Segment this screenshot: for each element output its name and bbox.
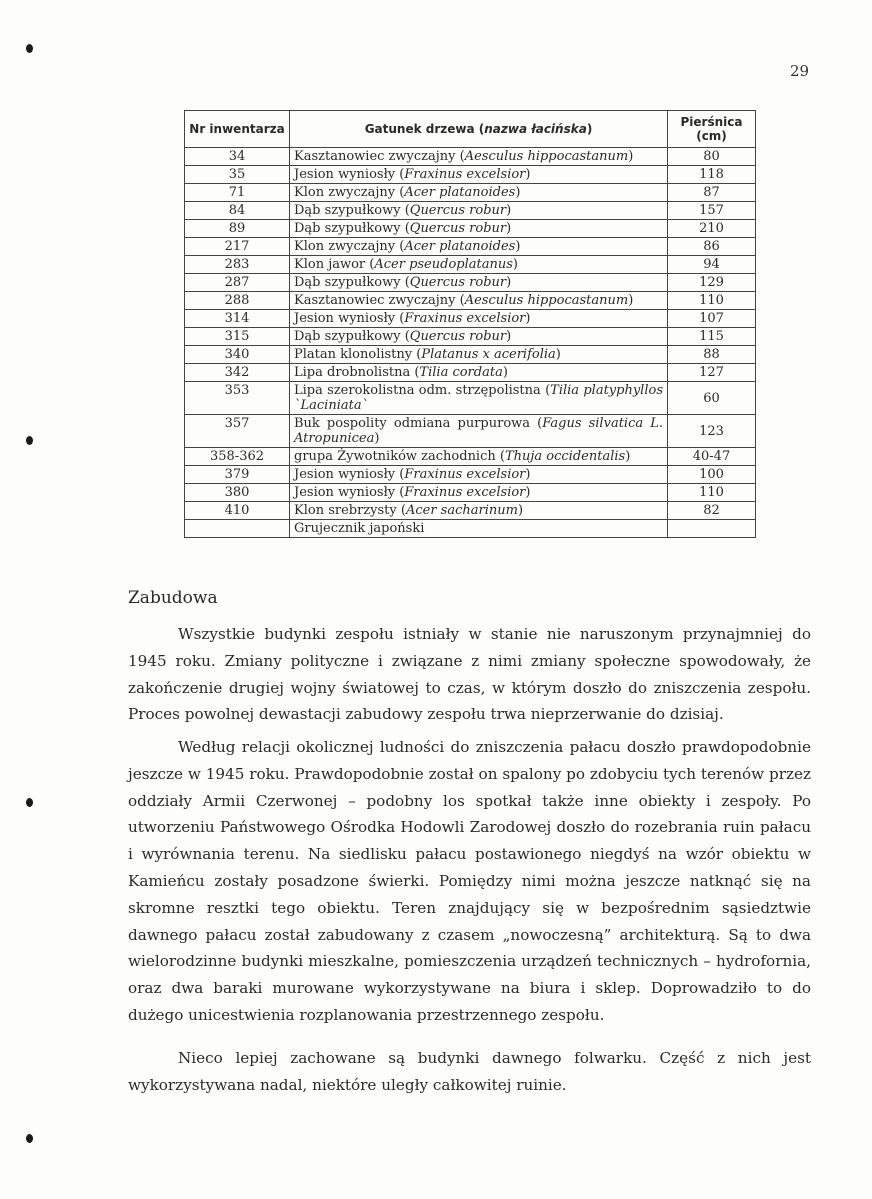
species-latin: Quercus robur xyxy=(409,203,507,218)
cell-dbh: 110 xyxy=(668,484,756,502)
table-row xyxy=(185,484,756,502)
section-title: Zabudowa xyxy=(128,588,218,608)
cell-nr: 353 xyxy=(185,382,290,415)
cell-dbh: 210 xyxy=(668,220,756,238)
cell-dbh xyxy=(668,520,756,538)
cell-dbh: 86 xyxy=(668,238,756,256)
species-name: Kasztanowiec zwyczajny ( xyxy=(294,149,465,164)
cell-dbh: 110 xyxy=(668,292,756,310)
table-row xyxy=(185,238,756,256)
cell-species xyxy=(290,292,668,310)
species-tail: ) xyxy=(525,167,531,182)
species-latin: Fraxinus excelsior xyxy=(404,167,526,182)
table-row xyxy=(185,415,756,448)
table-row xyxy=(185,502,756,520)
species-latin: Thuja occidentalis xyxy=(504,449,626,464)
species-name: Dąb szypułkowy ( xyxy=(294,221,410,236)
species-name: Dąb szypułkowy ( xyxy=(294,329,410,344)
cell-nr: 89 xyxy=(185,220,290,238)
cell-species xyxy=(290,310,668,328)
header-dbh: Pierśnica (cm) xyxy=(668,111,756,148)
cell-species xyxy=(290,184,668,202)
tree-inventory-table xyxy=(184,110,756,538)
cell-species xyxy=(290,415,668,448)
table-row xyxy=(185,148,756,166)
species-name: Dąb szypułkowy ( xyxy=(294,275,410,290)
cell-dbh: 118 xyxy=(668,166,756,184)
species-latin: Tilia platyphyllos `Laciniata` xyxy=(294,383,663,413)
table-row xyxy=(185,220,756,238)
table-row xyxy=(185,256,756,274)
cell-dbh: 94 xyxy=(668,256,756,274)
species-latin: Acer sacharinum xyxy=(405,503,518,518)
cell-nr: 288 xyxy=(185,292,290,310)
cell-nr: 315 xyxy=(185,328,290,346)
species-latin: Quercus robur xyxy=(409,329,507,344)
cell-nr: 287 xyxy=(185,274,290,292)
cell-dbh: 100 xyxy=(668,466,756,484)
cell-species xyxy=(290,256,668,274)
cell-nr: 314 xyxy=(185,310,290,328)
cell-species xyxy=(290,166,668,184)
cell-nr: 217 xyxy=(185,238,290,256)
cell-species xyxy=(290,502,668,520)
species-latin: Aesculus hippocastanum xyxy=(464,149,629,164)
species-name: Jesion wyniosły ( xyxy=(294,485,405,500)
table-row xyxy=(185,184,756,202)
cell-dbh: 82 xyxy=(668,502,756,520)
cell-species xyxy=(290,220,668,238)
header-species-latin: nazwa łacińska xyxy=(484,122,587,136)
species-latin: Quercus robur xyxy=(409,275,507,290)
species-tail: ) xyxy=(512,257,518,272)
cell-species xyxy=(290,274,668,292)
binder-hole-upper xyxy=(26,436,33,445)
cell-nr: 84 xyxy=(185,202,290,220)
table-row xyxy=(185,292,756,310)
table-row xyxy=(185,202,756,220)
species-name: Buk pospolity odmiana purpurowa ( xyxy=(294,416,543,431)
cell-species xyxy=(290,238,668,256)
species-tail: ) xyxy=(628,293,634,308)
table-row xyxy=(185,166,756,184)
species-latin: Acer platanoides xyxy=(404,239,516,254)
species-tail: ) xyxy=(625,449,631,464)
species-name: Kasztanowiec zwyczajny ( xyxy=(294,293,465,308)
species-name: grupa Żywotników zachodnich ( xyxy=(294,449,505,464)
page-number: 29 xyxy=(790,62,810,80)
cell-dbh: 80 xyxy=(668,148,756,166)
species-latin: Acer platanoides xyxy=(404,185,516,200)
species-tail: ) xyxy=(628,149,634,164)
cell-species xyxy=(290,328,668,346)
table-row xyxy=(185,310,756,328)
table-row xyxy=(185,364,756,382)
species-tail: ) xyxy=(525,311,531,326)
species-tail: ) xyxy=(515,185,521,200)
cell-nr: 379 xyxy=(185,466,290,484)
cell-dbh: 88 xyxy=(668,346,756,364)
species-latin: Fraxinus excelsior xyxy=(404,467,526,482)
cell-dbh: 129 xyxy=(668,274,756,292)
paragraph-1: Wszystkie budynki zespołu istniały w stanie nie naruszonym przynajmniej do 1945 roku. Zmiany polityczne i związane z nimi zmiany społeczne spowodowały, że zakończenie drugiej wojny światowej to czas, w którym doszło do zniszczenia zespołu. Proces powolnej dewastacji zabudowy zespołu trwa nieprzerwanie do dzisiaj. xyxy=(128,625,811,724)
species-tail: ) xyxy=(515,239,521,254)
species-latin: Platanus x acerifolia xyxy=(421,347,556,362)
species-tail: ) xyxy=(517,503,524,518)
species-name: Klon jawor ( xyxy=(294,257,375,272)
binder-hole-top xyxy=(26,44,33,53)
cell-nr: 380 xyxy=(185,484,290,502)
cell-nr: 357 xyxy=(185,415,290,448)
cell-nr: 358-362 xyxy=(185,448,290,466)
table-row xyxy=(185,328,756,346)
species-tail: ) xyxy=(506,275,512,290)
table-row xyxy=(185,274,756,292)
cell-species xyxy=(290,346,668,364)
table-row xyxy=(185,448,756,466)
cell-species xyxy=(290,382,668,415)
species-tail: ) xyxy=(374,431,380,446)
binder-hole-lower xyxy=(26,798,33,807)
species-tail: ) xyxy=(525,467,531,482)
species-tail: ) xyxy=(502,365,508,380)
cell-species xyxy=(290,520,668,538)
species-name: Klon zwyczajny ( xyxy=(294,239,405,254)
table-row xyxy=(185,466,756,484)
header-species-prefix: Gatunek drzewa ( xyxy=(364,122,485,136)
species-tail: ) xyxy=(506,221,512,236)
table-row xyxy=(185,382,756,415)
cell-nr: 410 xyxy=(185,502,290,520)
cell-dbh: 107 xyxy=(668,310,756,328)
cell-nr: 34 xyxy=(185,148,290,166)
cell-dbh: 157 xyxy=(668,202,756,220)
cell-nr: 71 xyxy=(185,184,290,202)
table-header-row xyxy=(185,111,756,148)
species-name: Lipa szerokolistna odm. strzępolistna ( xyxy=(294,383,551,398)
cell-species xyxy=(290,448,668,466)
species-tail: ) xyxy=(525,485,531,500)
cell-dbh: 40-47 xyxy=(668,448,756,466)
species-latin: Fraxinus excelsior xyxy=(404,485,526,500)
species-tail: ) xyxy=(506,329,512,344)
species-latin: Fagus silvatica L. Atropunicea xyxy=(294,416,663,446)
species-name: Jesion wyniosły ( xyxy=(294,311,405,326)
species-latin: Fraxinus excelsior xyxy=(404,311,526,326)
species-name: Klon srebrzysty ( xyxy=(294,503,406,518)
species-name: Lipa drobnolistna ( xyxy=(294,365,420,380)
species-tail: ) xyxy=(506,203,512,218)
cell-dbh: 87 xyxy=(668,184,756,202)
header-species-suffix: ) xyxy=(586,122,593,136)
cell-species xyxy=(290,202,668,220)
species-name: Platan klonolistny ( xyxy=(294,347,422,362)
cell-dbh: 115 xyxy=(668,328,756,346)
header-nr: Nr inwentarza xyxy=(185,111,290,148)
species-latin: Tilia cordata xyxy=(419,365,503,380)
cell-species xyxy=(290,148,668,166)
cell-dbh: 60 xyxy=(668,382,756,415)
species-latin: Aesculus hippocastanum xyxy=(464,293,629,308)
species-name: Dąb szypułkowy ( xyxy=(294,203,410,218)
species-name: Jesion wyniosły ( xyxy=(294,167,405,182)
cell-nr: 342 xyxy=(185,364,290,382)
species-name: Grujecznik japoński xyxy=(294,521,425,536)
paragraph-2: Według relacji okolicznej ludności do zniszczenia pałacu doszło prawdopodobnie jeszcze w 1945 roku. Prawdopodobnie został on spalony po zdobyciu tych terenów przez oddziały Armii Czerwonej – podobny los spotkał także inne obiekty i zespoły. Po utworzeniu Państwowego Ośrodka Hodowli Zarodowej doszło do rozebrania ruin pałacu i wyrównania terenu. Na siedlisku pałacu postawionego niegdyś na wzór obiektu w Kamieńcu zostały posadzone świerki. Pomiędzy nimi można jeszcze natknąć się na skromne resztki tego obiektu. Teren znajdujący się w bezpośrednim sąsiedztwie dawnego pałacu został zabudowany z czasem „nowoczesną” architekturą. Są to dwa wielorodzinne budynki mieszkalne, pomieszczenia urządzeń technicznych – hydrofornia, oraz dwa baraki murowane wykorzystywane na biura i sklep. Doprowadziło to do dużego unicestwienia rozplanowania przestrzennego zespołu. xyxy=(128,738,811,1024)
cell-nr xyxy=(185,520,290,538)
species-latin: Quercus robur xyxy=(409,221,507,236)
binder-hole-bottom xyxy=(26,1134,33,1143)
table-row xyxy=(185,520,756,538)
paragraph-3: Nieco lepiej zachowane są budynki dawnego folwarku. Część z nich jest wykorzystywana nadal, niektóre uległy całkowitej ruinie. xyxy=(128,1049,811,1094)
species-latin: Acer pseudoplatanus xyxy=(374,257,513,272)
species-name: Klon zwyczajny ( xyxy=(294,185,405,200)
species-name: Jesion wyniosły ( xyxy=(294,467,405,482)
species-tail: ) xyxy=(555,347,561,362)
cell-nr: 35 xyxy=(185,166,290,184)
cell-dbh: 127 xyxy=(668,364,756,382)
cell-dbh: 123 xyxy=(668,415,756,448)
cell-species xyxy=(290,364,668,382)
cell-nr: 340 xyxy=(185,346,290,364)
cell-species xyxy=(290,466,668,484)
header-species xyxy=(290,111,668,148)
cell-nr: 283 xyxy=(185,256,290,274)
table-row xyxy=(185,346,756,364)
cell-species xyxy=(290,484,668,502)
